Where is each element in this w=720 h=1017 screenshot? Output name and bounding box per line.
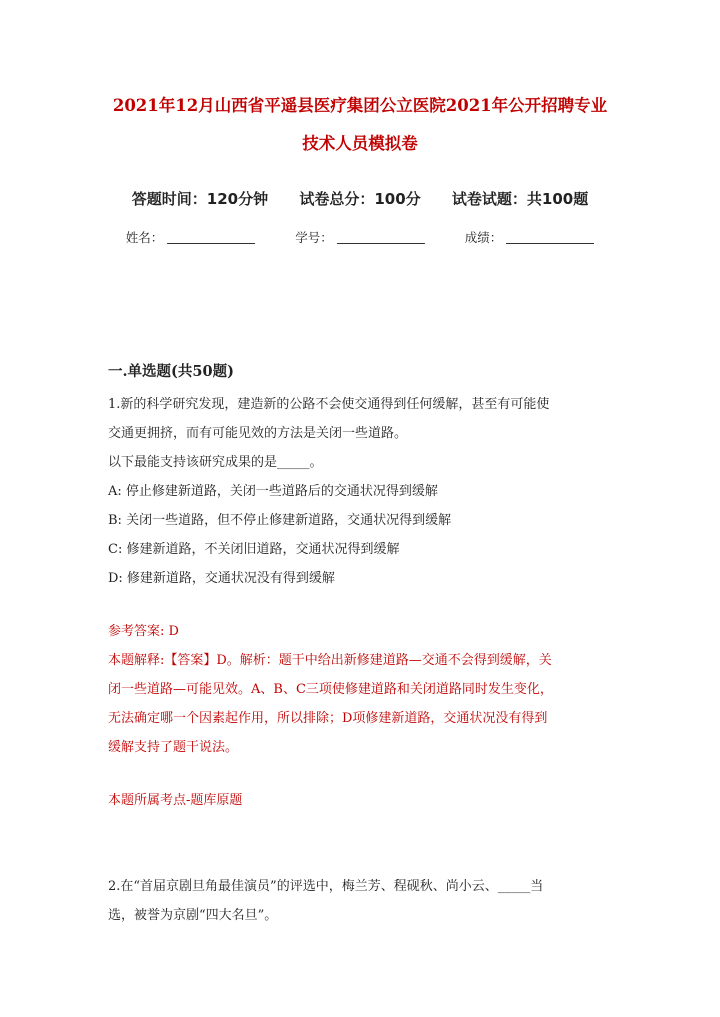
q1-answer: 参考答案: D — [108, 624, 179, 639]
name-label: 姓名： — [125, 230, 164, 245]
q1-stem-line-3: 以下最能支持该研究成果的是_____。 — [108, 455, 323, 470]
score-blank[interactable] — [506, 231, 594, 244]
score-label: 成绩： — [464, 230, 503, 245]
q2-stem-line-1: 2.在“首届京剧旦角最佳演员”的评选中，梅兰芳、程砚秋、尚小云、_____当 — [108, 879, 544, 894]
q1-option-a: A: 停止修建新道路，关闭一些道路后的交通状况得到缓解 — [108, 484, 438, 499]
exam-title-line-2: 技术人员模拟卷 — [302, 134, 418, 153]
name-blank[interactable] — [167, 231, 255, 244]
student-info — [0, 228, 720, 246]
exam-duration: 答题时间：120分钟 — [131, 190, 269, 208]
q1-tag: 本题所属考点-题库原题 — [108, 793, 243, 808]
q1-explanation-line-1: 本题解释:【答案】D。解析：题干中给出新修建道路—交通不会得到缓解，关 — [108, 653, 552, 668]
q1-stem-line-1: 1.新的科学研究发现，建造新的公路不会使交通得到任何缓解，甚至有可能使 — [108, 397, 550, 412]
exam-meta — [0, 188, 720, 209]
q1-explanation-line-3: 无法确定哪一个因素起作用，所以排除；D项修建新道路，交通状况没有得到 — [108, 711, 548, 726]
section-title: 一.单选题(共50题) — [108, 363, 234, 380]
student-id-label: 学号： — [295, 230, 333, 245]
q1-stem-line-2: 交通更拥挤，而有可能见效的方法是关闭一些道路。 — [108, 426, 408, 441]
score-field — [465, 230, 595, 245]
student-id-blank[interactable] — [337, 231, 425, 244]
q1-option-b: B: 关闭一些道路，但不停止修建新道路，交通状况得到缓解 — [108, 513, 452, 528]
q2-stem-line-2: 选，被誉为京剧“四大名旦”。 — [108, 908, 278, 923]
student-id-field — [295, 230, 425, 245]
q1-option-c: C: 修建新道路，不关闭旧道路，交通状况得到缓解 — [108, 542, 400, 557]
q1-explanation-line-2: 闭一些道路—可能见效。A、B、C三项使修建道路和关闭道路同时发生变化， — [108, 682, 553, 697]
q1-option-d: D: 修建新道路，交通状况没有得到缓解 — [108, 571, 335, 586]
name-field — [126, 230, 256, 245]
exam-title-line-1: 2021年12月山西省平遥县医疗集团公立医院2021年公开招聘专业 — [112, 96, 608, 115]
exam-question-count: 试卷试题：共100题 — [451, 190, 589, 208]
q1-explanation-line-4: 缓解支持了题干说法。 — [108, 740, 239, 755]
exam-total-score: 试卷总分：100分 — [299, 190, 421, 208]
